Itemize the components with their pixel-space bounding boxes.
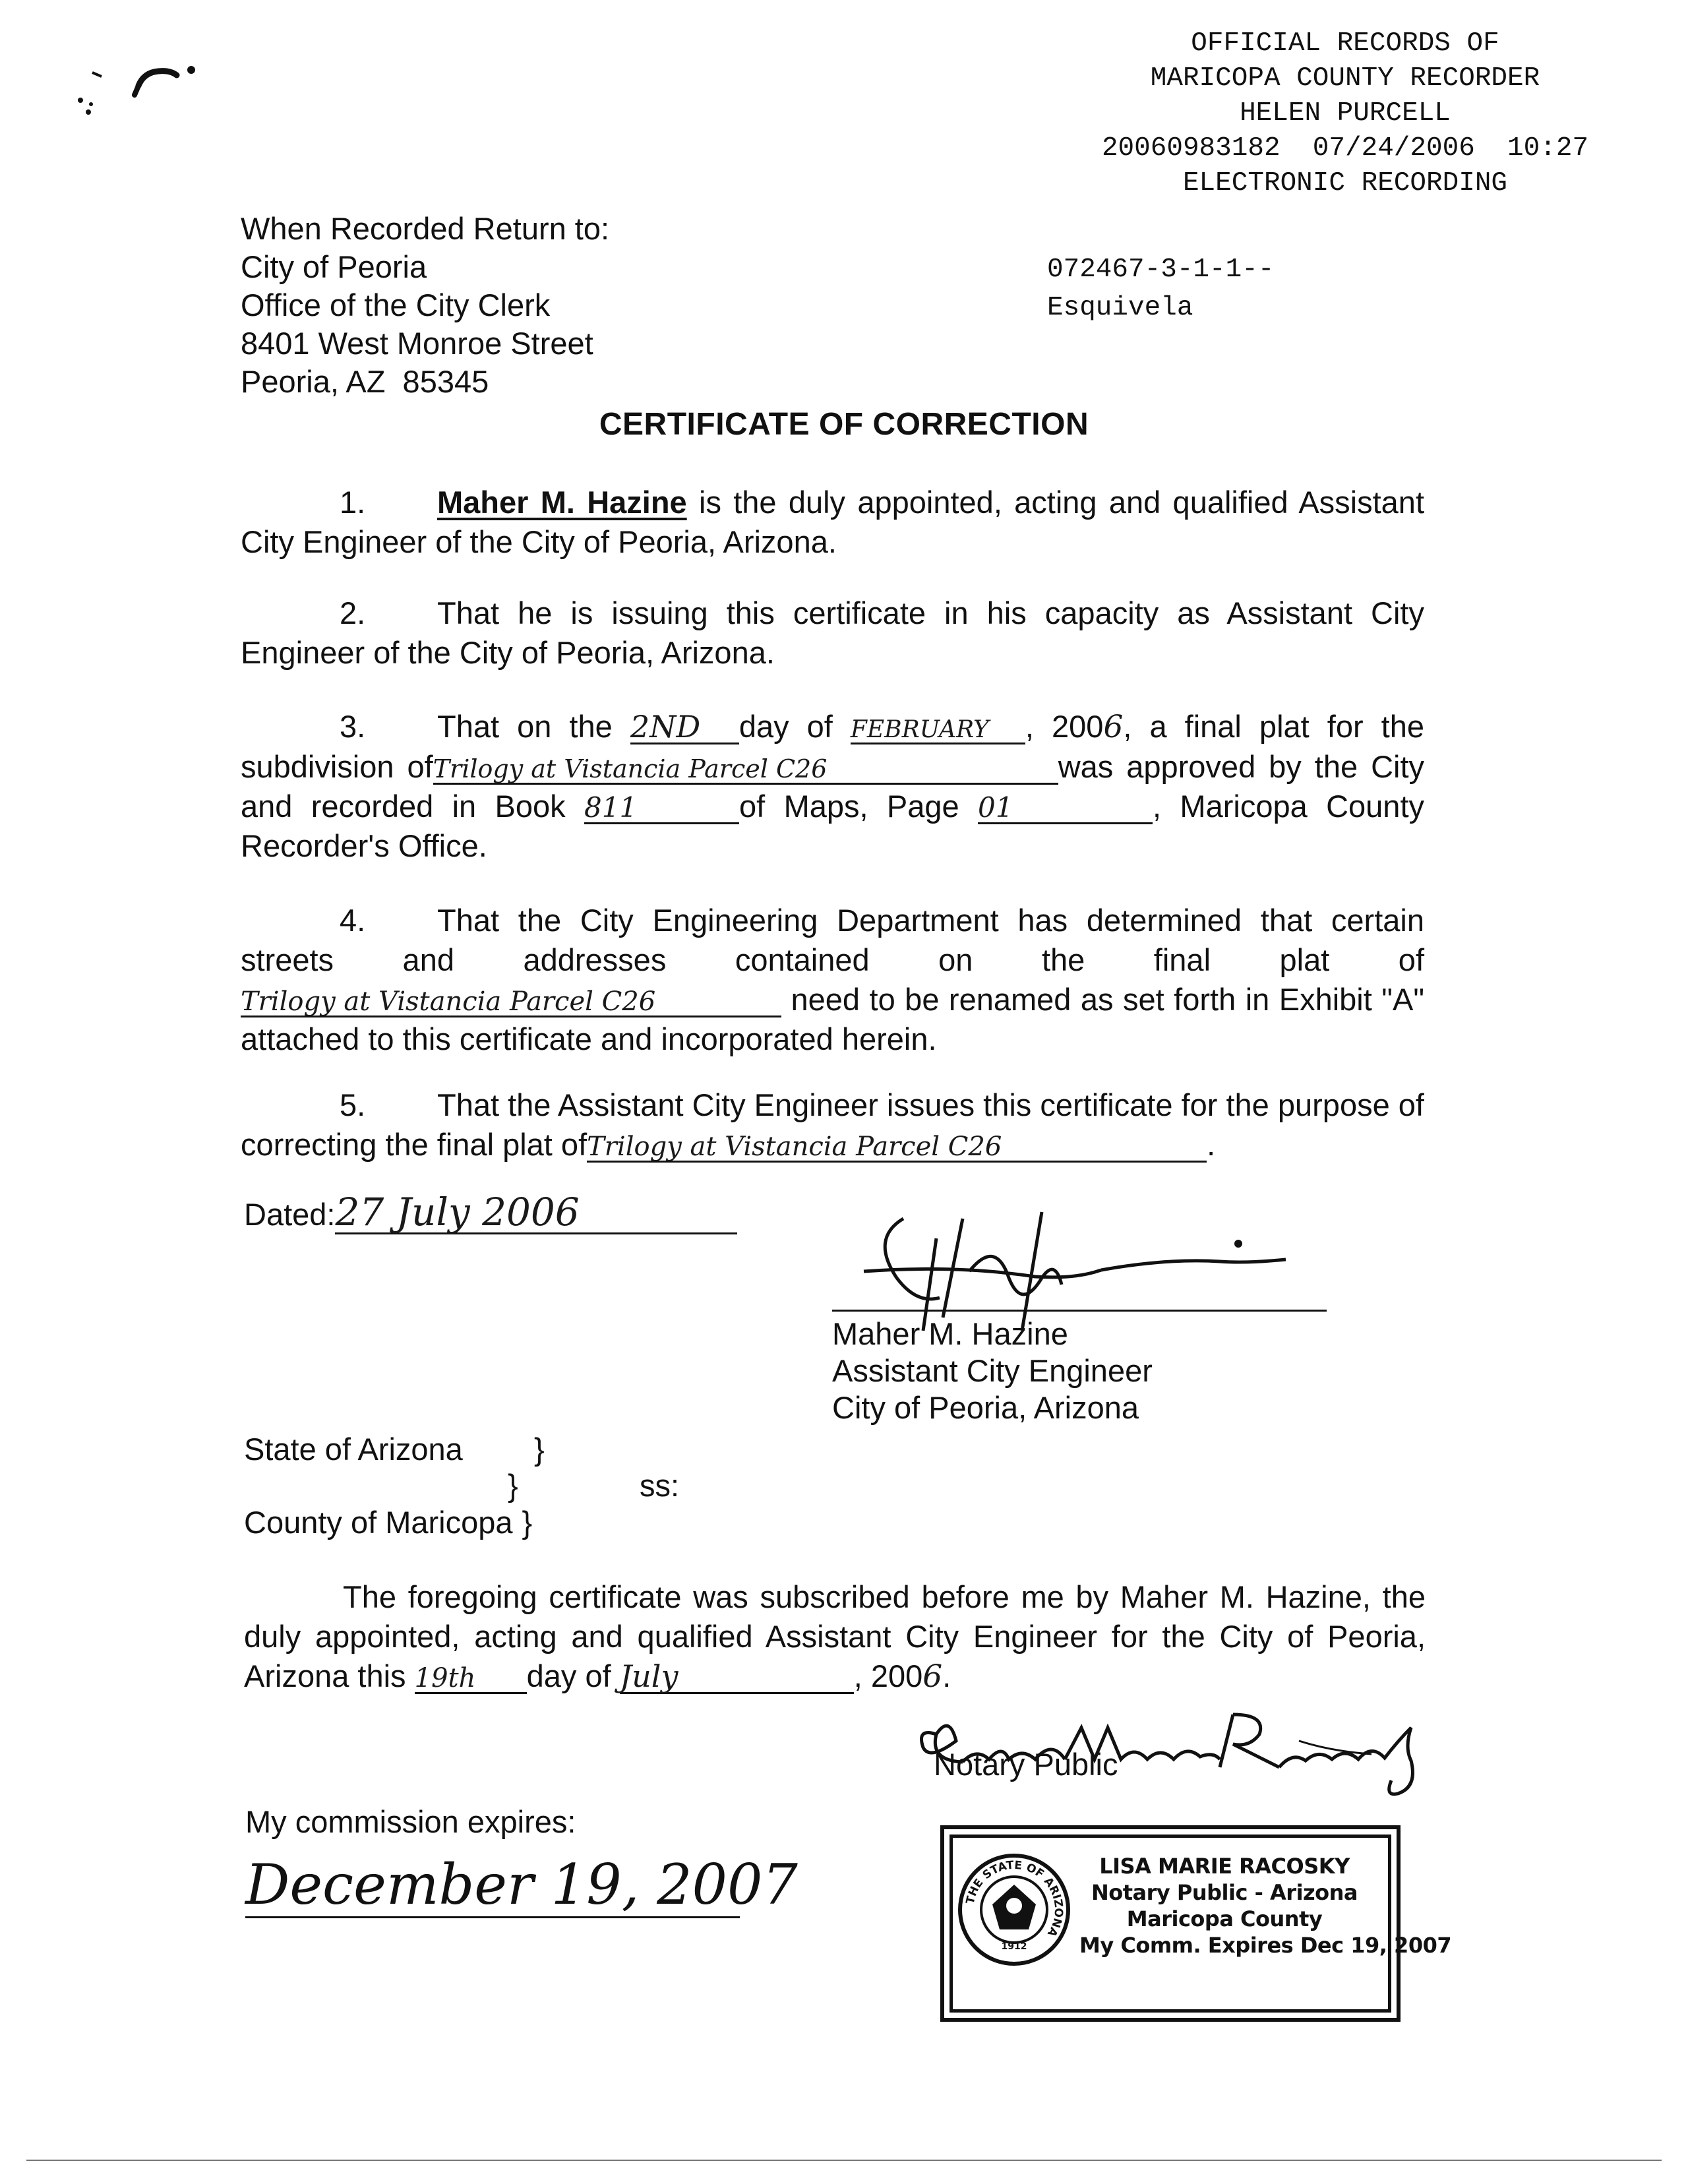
dated-field [335, 1192, 737, 1234]
signatory-name: Maher M. Hazine [832, 1316, 1068, 1351]
brace-glyph: } [534, 1432, 545, 1467]
paragraph-text: The foregoing certificate was subscribed before me by Maher M. Hazine, the duly appointed, acting and qualified Assistant City Engineer for the City of Peoria, Arizona this [244, 1579, 1426, 1693]
state-label: State of Arizona [244, 1432, 463, 1467]
month-value: FEBRUARY [850, 716, 989, 743]
paragraph-text: day of [526, 1658, 611, 1693]
recorder-line: ELECTRONIC RECORDING [1182, 168, 1508, 198]
ack-month-value: July [619, 1658, 678, 1694]
recorder-header [1029, 26, 1662, 201]
paragraph-text: of Maps, Page [739, 789, 959, 824]
year-digit: 6 [922, 1658, 943, 1695]
paragraph-number: 3. [340, 709, 366, 744]
stamp-text [1079, 1853, 1452, 1958]
day-field [630, 711, 739, 744]
brace-glyph: } [522, 1505, 533, 1540]
month-field [851, 717, 1025, 744]
ack-month-field [620, 1660, 854, 1694]
paragraph-text: That he is issuing this certificate in his capacity as Assistant City Engineer of the City of Peoria, Arizona. [241, 595, 1424, 670]
paragraph-number: 5. [340, 1087, 366, 1122]
seal-text: THE STATE OF ARIZONA [963, 1858, 1066, 1939]
scan-mark-icon [59, 46, 211, 125]
paragraph-number: 4. [340, 903, 366, 938]
return-line: Peoria, AZ 85345 [241, 364, 489, 399]
dated-label: Dated: [244, 1197, 336, 1232]
subdivision-field [433, 756, 1058, 785]
ref-code: 072467-3-1-1-- [1047, 255, 1275, 285]
paragraph-text: need to be renamed as set forth in Exhibit "A" attached to this certificate and incorporated herein. [241, 982, 1424, 1056]
recorder-line: MARICOPA COUNTY RECORDER [1150, 63, 1540, 94]
signatory-org: City of Peoria, Arizona [832, 1390, 1139, 1425]
paragraph-text: . [942, 1658, 951, 1693]
recorder-line: HELEN PURCELL [1240, 98, 1451, 129]
paragraph-1 [241, 483, 1424, 562]
signatory-block [832, 1316, 1153, 1426]
year-digit: 6 [1103, 709, 1124, 745]
paragraph-text: . [1207, 1127, 1216, 1162]
return-heading: When Recorded Return to: [241, 211, 610, 246]
book-field [584, 793, 739, 824]
paragraph-text: day of [738, 709, 833, 744]
county-label: County of Maricopa [244, 1505, 513, 1540]
stamp-line: Maricopa County [1126, 1906, 1323, 1931]
recording-ids [1047, 251, 1274, 327]
subdivision-value: Trilogy at Vistancia Parcel C26 [433, 754, 828, 783]
state-seal-icon [956, 1852, 1072, 1968]
clerk-name: Esquivela [1047, 293, 1193, 323]
paragraph-text: , a final plat for the subdivision of [241, 709, 1424, 784]
paragraph-text: was approved by the City and recorded in Book [241, 749, 1425, 824]
return-line: Office of the City Clerk [241, 288, 551, 322]
paragraph-3 [241, 707, 1424, 866]
brace-glyph: } [508, 1468, 518, 1503]
signatory-title: Assistant City Engineer [832, 1353, 1153, 1388]
paragraph-4 [241, 901, 1424, 1059]
notary-public-label: Notary Public [934, 1747, 1118, 1782]
subdivision-value: Trilogy at Vistancia Parcel C26 [587, 1132, 1002, 1162]
subdivision-field [587, 1133, 1207, 1163]
page-bottom-rule [26, 2160, 1662, 2161]
paragraph-text: is the duly appointed, acting and qualified Assistant City Engineer of the City of Peoria, Arizona. [241, 485, 1425, 559]
venue-ss [508, 1467, 680, 1504]
ss-label: ss: [640, 1468, 680, 1503]
dated-line [244, 1192, 737, 1234]
paragraph-text: , 200 [853, 1658, 923, 1693]
ack-day-value: 19th [414, 1663, 476, 1693]
return-address [241, 210, 609, 401]
subdivision-field [241, 988, 781, 1017]
paragraph-5 [241, 1085, 1424, 1165]
ack-day-field [415, 1664, 527, 1694]
recorder-line: 20060983182 07/24/2006 10:27 [1101, 133, 1589, 164]
notary-stamp [940, 1825, 1452, 2022]
page-field [978, 793, 1153, 824]
page-value: 01 [978, 791, 1013, 824]
stamp-line: My Comm. Expires Dec 19, 2007 [1079, 1933, 1452, 1958]
document-title: CERTIFICATE OF CORRECTION [599, 407, 1089, 442]
paragraph-text: That on the [437, 709, 613, 744]
paragraph-text: That the Assistant City Engineer issues this certificate for the purpose of correcting the final plat of [241, 1087, 1424, 1162]
paragraph-number: 2. [340, 595, 366, 630]
paragraph-number: 1. [340, 485, 366, 520]
recorder-line: OFFICIAL RECORDS OF [1191, 28, 1499, 59]
paragraph-text: That the City Engineering Department has determined that certain streets and addresses contained on the final plat of [241, 903, 1424, 977]
return-line: 8401 West Monroe Street [241, 326, 593, 361]
subdivision-value: Trilogy at Vistancia Parcel C26 [241, 986, 656, 1017]
dated-value: 27 July 2006 [335, 1190, 580, 1234]
stamp-line: Notary Public - Arizona [1091, 1880, 1358, 1905]
commission-date: December 19, 2007 [245, 1852, 798, 1917]
venue-county [244, 1504, 532, 1541]
book-value: 811 [584, 791, 638, 824]
commission-label: My commission expires: [245, 1804, 576, 1839]
paragraph-text: , Maricopa County Recorder's Office. [241, 789, 1424, 863]
notary-signature-icon [910, 1688, 1451, 1800]
return-line: City of Peoria [241, 249, 427, 284]
day-value: 2ND [630, 709, 701, 744]
venue-state [244, 1431, 545, 1468]
stamp-line: LISA MARIE RACOSKY [1099, 1854, 1350, 1879]
paragraph-2 [241, 593, 1424, 673]
notary-acknowledgment [244, 1577, 1426, 1697]
paragraph-text: , 200 [1025, 709, 1104, 744]
signature-line [832, 1310, 1327, 1312]
engineer-name: Maher M. Hazine [437, 485, 687, 520]
seal-year: 1912 [1001, 1941, 1027, 1952]
